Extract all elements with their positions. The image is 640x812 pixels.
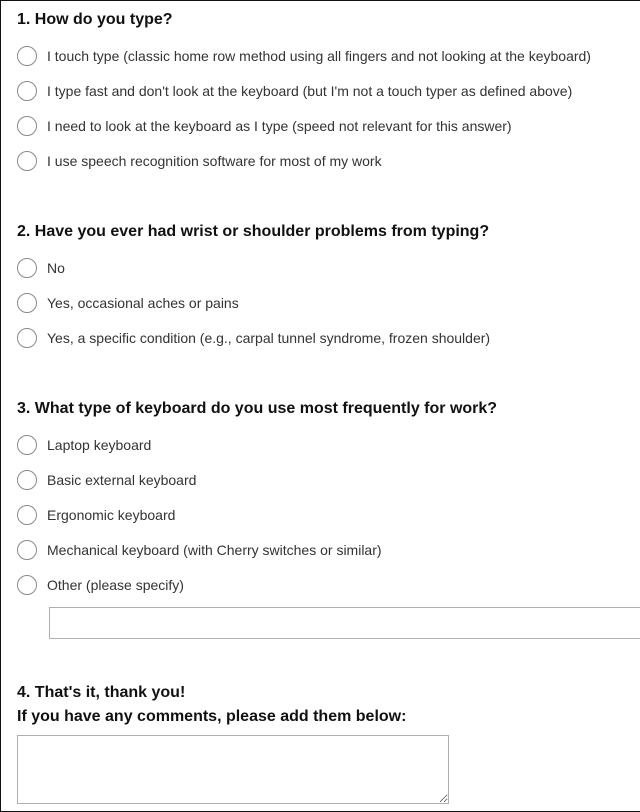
radio-button[interactable] [17, 293, 37, 313]
q1-option-label: I need to look at the keyboard as I type (speed not relevant for this answer) [47, 118, 512, 134]
comments-textarea[interactable] [17, 735, 449, 804]
q1-option-speech-recognition[interactable] [17, 150, 382, 172]
q2-option-label: Yes, a specific condition (e.g., carpal tunnel syndrome, frozen shoulder) [47, 330, 491, 346]
q2-option-label: Yes, occasional aches or pains [47, 295, 239, 311]
q3-option-label: Other (please specify) [47, 577, 184, 593]
q3-option-basic-external[interactable] [17, 469, 196, 491]
q1-option-label: I touch type (classic home row method using all fingers and not looking at the keyboard) [47, 48, 591, 64]
q3-option-other[interactable] [17, 574, 184, 596]
question-1-title: 1. How do you type? [17, 11, 173, 28]
radio-button[interactable] [17, 258, 37, 278]
other-specify-input[interactable] [49, 607, 640, 639]
question-2-title: 2. Have you ever had wrist or shoulder problems from typing? [17, 223, 490, 240]
radio-button[interactable] [17, 575, 37, 595]
q1-option-look-at-keyboard[interactable] [17, 115, 512, 137]
radio-button[interactable] [17, 46, 37, 66]
question-4-title: 4. That's it, thank you! [17, 684, 186, 701]
comments-prompt: If you have any comments, please add them below: [17, 708, 407, 725]
q2-option-label: No [47, 260, 65, 276]
q3-option-laptop[interactable] [17, 434, 151, 456]
q1-option-fast-no-look[interactable] [17, 80, 572, 102]
q3-option-ergonomic[interactable] [17, 504, 175, 526]
q1-option-label: I use speech recognition software for most of my work [47, 153, 382, 169]
radio-button[interactable] [17, 328, 37, 348]
q3-option-mechanical[interactable] [17, 539, 382, 561]
radio-button[interactable] [17, 81, 37, 101]
q2-option-no[interactable] [17, 257, 65, 279]
radio-button[interactable] [17, 505, 37, 525]
radio-button[interactable] [17, 435, 37, 455]
q3-option-label: Mechanical keyboard (with Cherry switches or similar) [47, 542, 382, 558]
q3-option-label: Basic external keyboard [47, 472, 197, 488]
q1-option-touch-type[interactable] [17, 45, 591, 67]
q3-option-label: Ergonomic keyboard [47, 507, 176, 523]
question-3-title: 3. What type of keyboard do you use most frequently for work? [17, 400, 498, 417]
radio-button[interactable] [17, 116, 37, 136]
q3-option-label: Laptop keyboard [47, 437, 152, 453]
q2-option-specific-condition[interactable] [17, 327, 490, 349]
radio-button[interactable] [17, 151, 37, 171]
radio-button[interactable] [17, 470, 37, 490]
q1-option-label: I type fast and don't look at the keyboard (but I'm not a touch typer as defined above) [47, 83, 573, 99]
radio-button[interactable] [17, 540, 37, 560]
q2-option-occasional[interactable] [17, 292, 239, 314]
